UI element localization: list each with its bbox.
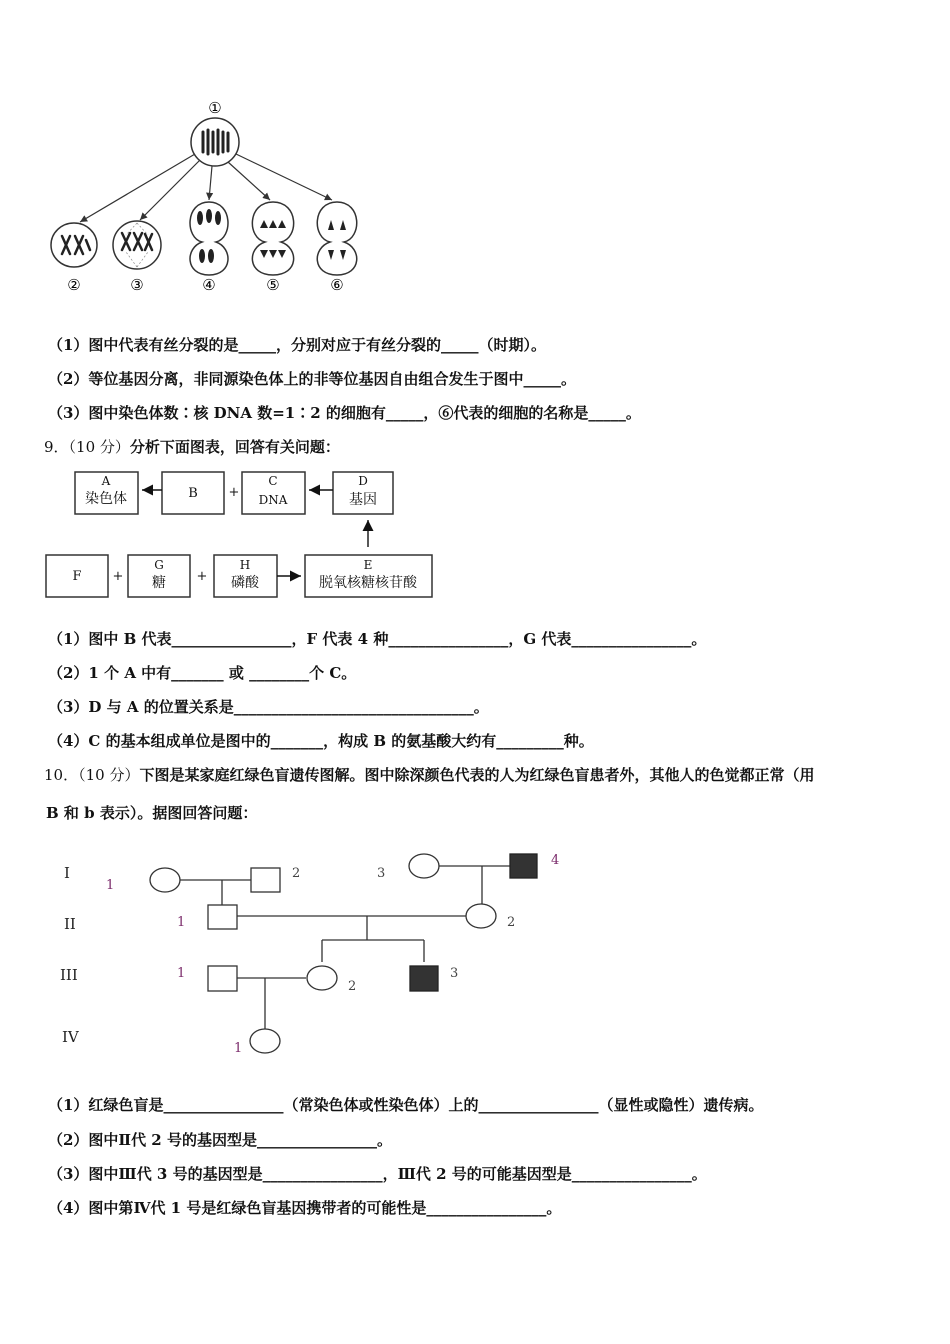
I2-male (251, 868, 280, 892)
III1-male (208, 966, 237, 991)
IV1-number: 1 (234, 1041, 243, 1056)
box-g-text: 糖 (152, 575, 166, 591)
cell-5 (252, 202, 293, 275)
box-e-text: 脱氧核糖核苷酸 (319, 575, 417, 591)
q10-header (44, 765, 814, 785)
plus-1: + (228, 485, 240, 500)
box-a-text: 染色体 (85, 491, 127, 507)
label-cell-3: ③ (130, 276, 144, 294)
q9-header (44, 437, 340, 457)
box-g-letter: G (154, 558, 164, 572)
q9-diagram (40, 465, 440, 605)
box-c-text: DNA (258, 493, 288, 507)
q9-line-4: （4）C 的基本组成单位是图中的_______，构成 B 的氨基酸大约有_________种。 (48, 732, 594, 750)
q10-stem-2: B 和 b 表示）。据图回答问题： (46, 804, 258, 822)
q10-line-2: （2）图中Ⅱ代 2 号的基因型是________________。 (48, 1131, 392, 1149)
I2-number: 2 (292, 866, 301, 881)
q9-score: （10 分） (68, 438, 130, 456)
cell-6-chromosomes (328, 220, 346, 260)
gen-label-IV: IV (62, 1028, 79, 1046)
III2-female (307, 966, 337, 990)
pedigree-chart (50, 840, 610, 1065)
III1-number: 1 (177, 966, 186, 981)
IV1-female (250, 1029, 280, 1053)
cell-division-figure (40, 90, 380, 300)
label-cell-6: ⑥ (330, 276, 344, 294)
box-d-letter: D (358, 474, 368, 488)
I4-affected-male (510, 854, 537, 878)
q10-line-4: （4）图中第Ⅳ代 1 号是红绿色盲基因携带者的可能性是________________。 (48, 1199, 562, 1217)
III3-affected-male (410, 966, 438, 991)
cell-5-chromosomes (260, 220, 286, 258)
label-cell-1: ① (208, 99, 222, 117)
q10-number: 10． (44, 766, 79, 784)
box-h-letter: H (239, 558, 251, 572)
cell-1 (191, 118, 239, 166)
cell-1-chromosomes (203, 130, 228, 154)
cell-2 (51, 223, 97, 267)
cell-2-chromosomes (62, 236, 90, 254)
box-c-letter: C (268, 474, 278, 488)
q8-line-2: （2）等位基因分离，非同源染色体上的非等位基因自由组合发生于图中_____。 (48, 370, 576, 388)
cell-4-chromosomes (197, 209, 221, 263)
gen-label-I: I (64, 864, 70, 882)
II2-female (466, 904, 496, 928)
box-a-letter: A (101, 474, 111, 488)
I1-female (150, 868, 180, 892)
box-e-letter: E (363, 558, 373, 572)
II2-number: 2 (507, 915, 516, 930)
I1-number: 1 (106, 878, 115, 893)
label-cell-4: ④ (202, 276, 216, 294)
plus-3: + (196, 569, 208, 584)
q10-line-3: （3）图中Ⅲ代 3 号的基因型是________________，Ⅲ代 2 号的可能基因型是________________。 (48, 1165, 707, 1183)
q10-score: （10 分） (78, 766, 140, 784)
q9-line-1: （1）图中 B 代表________________，F 代表 4 种________________，G 代表________________。 (48, 630, 707, 648)
cell-6 (317, 202, 356, 275)
q10-stem-1: 下图是某家庭红绿色盲遗传图解。图中除深颜色代表的人为红绿色盲患者外，其他人的色觉都正常（用 (139, 766, 815, 784)
label-cell-2: ② (67, 276, 81, 294)
III3-number: 3 (450, 966, 459, 981)
q9-line-3: （3）D 与 A 的位置关系是________________________________。 (48, 698, 489, 716)
plus-2: + (112, 569, 124, 584)
I3-number: 3 (377, 866, 386, 881)
q8-line-1: （1）图中代表有丝分裂的是_____，分别对应于有丝分裂的_____（时期）。 (48, 336, 546, 354)
I4-number: 4 (551, 853, 560, 868)
box-h-text: 磷酸 (231, 575, 259, 591)
gen-label-III: III (60, 966, 78, 984)
gen-label-II: II (64, 915, 76, 933)
II1-number: 1 (177, 915, 186, 930)
q8-line-3: （3）图中染色体数∶核 DNA 数=1∶2 的细胞有_____，⑥代表的细胞的名称是_____。 (48, 404, 641, 422)
q9-arrows (142, 490, 368, 576)
box-f-letter: F (72, 569, 82, 584)
I3-female (409, 854, 439, 878)
label-cell-5: ⑤ (266, 276, 280, 294)
box-d-text: 基因 (349, 492, 377, 508)
q10-line-1: （1）红绿色盲是________________（常染色体或性染色体）上的________________（显性或隐性）遗传病。 (48, 1096, 764, 1114)
box-b-letter: B (188, 486, 198, 501)
III2-number: 2 (348, 979, 357, 994)
q9-number: 9． (44, 438, 69, 456)
II1-male (208, 905, 237, 929)
q9-stem: 分析下面图表，回答有关问题： (129, 438, 340, 456)
cell-3-chromosomes (122, 233, 152, 250)
pedigree-lines (180, 866, 510, 1029)
q9-line-2: （2）1 个 A 中有_______ 或 ________个 C。 (48, 664, 357, 682)
